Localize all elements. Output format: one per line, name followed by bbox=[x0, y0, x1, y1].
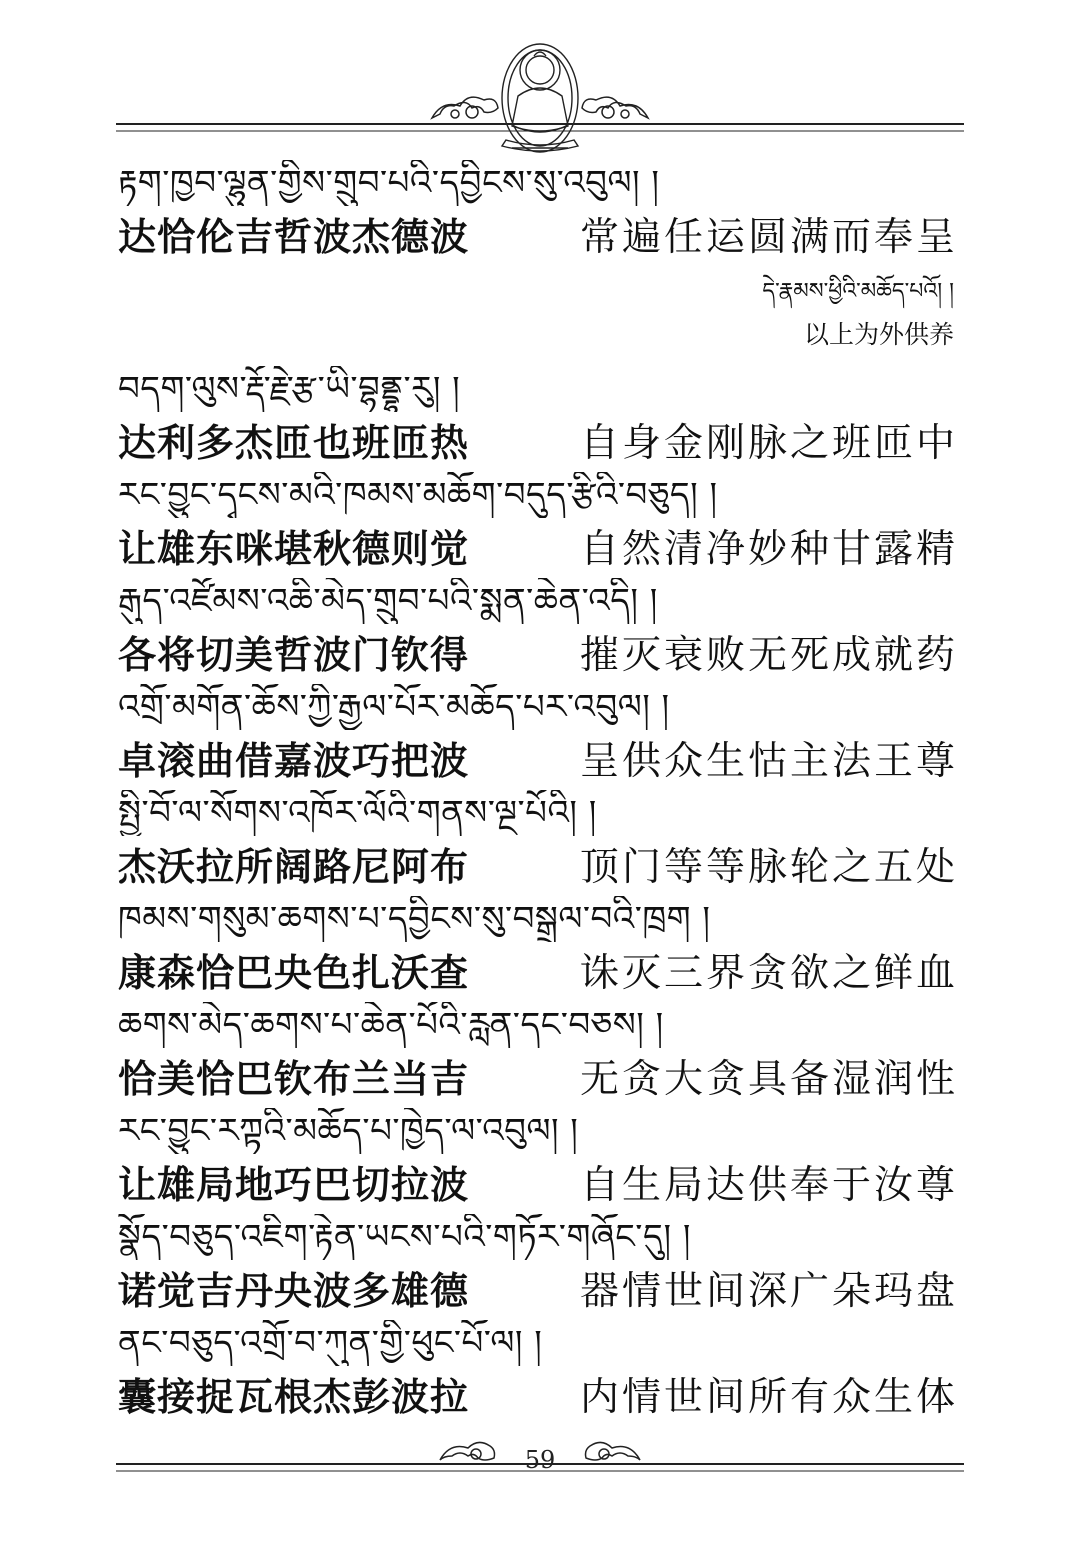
translation-text: 内情世间所有众生体 bbox=[579, 1375, 958, 1420]
verse bbox=[118, 578, 958, 684]
tibetan-line: རང་བྱུང་རཀྟའི་མཆོད་པ་ཁྱེད་ལ་འབུལ། ། bbox=[118, 1111, 579, 1151]
tibetan-line: ནང་བཅུད་འགྲོ་བ་ཀུན་གྱི་ཕུང་པོ་ལ། ། bbox=[118, 1323, 543, 1363]
translation-text: 顶门等等脉轮之五处 bbox=[579, 845, 958, 890]
page-footer bbox=[0, 1430, 1080, 1490]
cloud-scroll-left-icon bbox=[432, 97, 498, 118]
chinese-row bbox=[118, 1260, 958, 1320]
translation-text: 常遍任运圆满而奉呈 bbox=[579, 215, 958, 260]
chinese-row bbox=[118, 836, 958, 896]
verse bbox=[118, 1002, 958, 1108]
translation-text: 自然清净妙种甘露精 bbox=[579, 527, 958, 572]
tibetan-line: རང་བྱུང་དྭངས་མའི་ཁམས་མཆོག་བདུད་རྩིའི་བཅུད། ། bbox=[118, 475, 718, 515]
chinese-row bbox=[118, 412, 958, 472]
translation-text: 自身金刚脉之班匝中 bbox=[579, 421, 958, 466]
buddha-figure-icon bbox=[502, 44, 578, 152]
tibetan-line: རྟག་ཁྱབ་ལྷུན་གྱིས་གྲུབ་པའི་དབྱིངས་སུ་འབུལ། ། bbox=[118, 163, 660, 203]
chinese-row bbox=[118, 206, 958, 266]
verse bbox=[118, 790, 958, 896]
phonetic-text: 囊接捉瓦根杰彭波拉 bbox=[118, 1375, 470, 1419]
verse bbox=[118, 366, 958, 472]
tibetan-line: བདག་ལུས་རྡོ་རྗེ་རྩ་ཡི་བྷནྡྷ་རུ། ། bbox=[118, 369, 461, 409]
note-chinese: 以上为外供养 bbox=[803, 320, 954, 349]
verse bbox=[118, 472, 958, 578]
translation-text: 无贪大贪具备湿润性 bbox=[579, 1057, 958, 1102]
phonetic-text: 让雄东咪堪秋德则觉 bbox=[118, 527, 470, 571]
chinese-row bbox=[118, 518, 958, 578]
section-note bbox=[118, 272, 958, 358]
chinese-row bbox=[118, 624, 958, 684]
phonetic-text: 各将切美哲波门钦得 bbox=[118, 633, 470, 677]
tibetan-line: སྤྱི་བོ་ལ་སོགས་འཁོར་ལོའི་གནས་ལྔ་པོའི། ། bbox=[118, 793, 597, 833]
verse bbox=[118, 1214, 958, 1320]
translation-text: 诛灭三界贪欲之鲜血 bbox=[579, 951, 958, 996]
verse bbox=[118, 1108, 958, 1214]
tibetan-line: འགྲོ་མགོན་ཆོས་ཀྱི་རྒྱལ་པོར་མཆོད་པར་འབུལ། ། bbox=[118, 687, 670, 727]
phonetic-text: 诺觉吉丹央波多雄德 bbox=[118, 1269, 470, 1313]
translation-text: 自生局达供奉于汝尊 bbox=[579, 1163, 958, 1208]
phonetic-text: 卓滚曲借嘉波巧把波 bbox=[118, 739, 470, 783]
tibetan-line: སྣོད་བཅུད་འཇིག་རྟེན་ཡངས་པའི་གཏོར་གཞོང་དུ། ། bbox=[118, 1217, 691, 1257]
verse bbox=[118, 684, 958, 790]
note-tibetan: དེ་རྣམས་ཕྱིའི་མཆོད་པའོ། ། bbox=[762, 279, 954, 304]
page-header bbox=[0, 0, 1080, 160]
translation-text: 呈供众生怙主法王尊 bbox=[579, 739, 958, 784]
phonetic-text: 让雄局地巧巴切拉波 bbox=[118, 1163, 470, 1207]
phonetic-text: 杰沃拉所阔路尼阿布 bbox=[118, 845, 470, 889]
chinese-row bbox=[118, 1154, 958, 1214]
page-number: 59 bbox=[524, 1446, 556, 1474]
chinese-row bbox=[118, 942, 958, 1002]
chinese-row bbox=[118, 1048, 958, 1108]
tibetan-line: རྒུད་འཛོམས་འཆི་མེད་གྲུབ་པའི་སྨན་ཆེན་འདི། ། bbox=[118, 581, 658, 621]
phonetic-text: 达恰伦吉哲波杰德波 bbox=[118, 215, 470, 259]
verse bbox=[118, 1320, 958, 1426]
phonetic-text: 恰美恰巴钦布兰当吉 bbox=[118, 1057, 470, 1101]
chinese-row bbox=[118, 1366, 958, 1426]
tibetan-line: ཆགས་མེད་ཆགས་པ་ཆེན་པོའི་རླན་དང་བཅས། ། bbox=[118, 1005, 664, 1045]
cloud-scroll-right-icon bbox=[582, 97, 648, 118]
translation-text: 摧灭衰败无死成就药 bbox=[579, 633, 958, 678]
tibetan-line: ཁམས་གསུམ་ཆགས་པ་དབྱིངས་སུ་བསྒྲལ་བའི་ཁྲག ། bbox=[118, 899, 711, 939]
verse bbox=[118, 896, 958, 1002]
phonetic-text: 达利多杰匝也班匝热 bbox=[118, 421, 470, 465]
header-ornament bbox=[0, 0, 1080, 160]
translation-text: 器情世间深广朵玛盘 bbox=[579, 1269, 958, 1314]
verse bbox=[118, 160, 958, 266]
chinese-row bbox=[118, 730, 958, 790]
phonetic-text: 康森恰巴央色扎沃查 bbox=[118, 951, 470, 995]
scripture-content bbox=[118, 160, 958, 1426]
